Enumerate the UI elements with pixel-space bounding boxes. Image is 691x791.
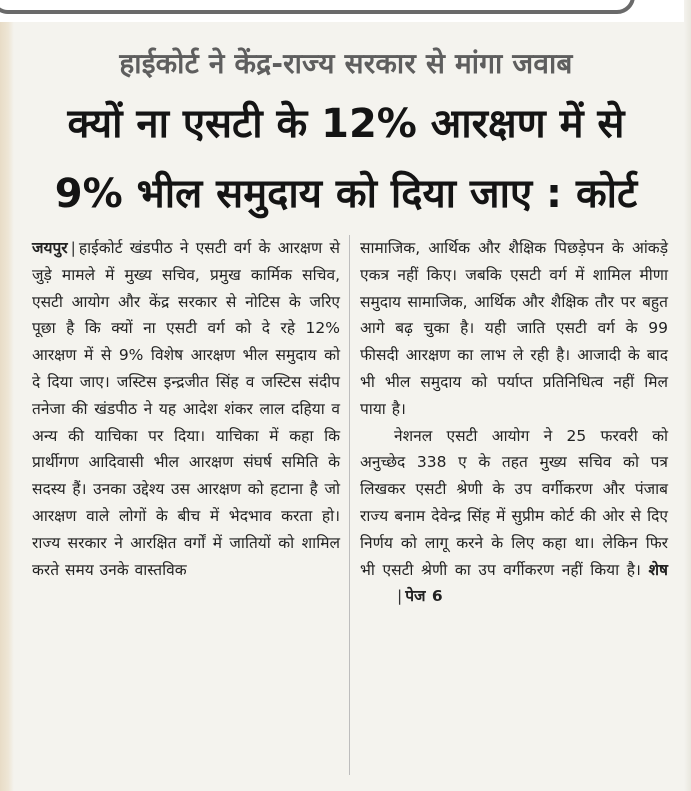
dateline-separator: | bbox=[70, 239, 76, 257]
headline-line-2: 9% भील समुदाय को दिया जाए : कोर्ट bbox=[54, 171, 638, 217]
news-article bbox=[16, 30, 676, 791]
page-right-edge bbox=[684, 0, 691, 791]
left-column-text: हाईकोर्ट खंडपीठ ने एसटी वर्ग के आरक्षण से जुड़े मामले में मुख्य सचिव, प्रमुख कार्मिक सचिव, एसटी आयोग और केंद्र सरकार से नोटिस के जरिए पूछा है कि क्यों ना एसटी वर्ग को दे रहे 12% आरक्षण में से 9% विशेष आरक्षण भील समुदाय को दे दिया जाए। जस्टिस इन्द्रजीत सिंह व जस्टिस संदीप तनेजा की खंडपीठ ने यह आदेश शंकर लाल दहिया व अन्य की याचिका पर दिया। याचिका में कहा कि प्रार्थीगण आदिवासी भील आरक्षण संघर्ष समिति के सदस्य हैं। उनका उद्देश्य उस आरक्षण को हटाना है जो आरक्षण वाले लोगों के बीच में भेदभाव करता हो। राज्य सरकार ने आरक्षित वर्गों में जातियों को शामिल करते समय उनके वास्तविक bbox=[32, 239, 340, 579]
right-column-paragraph-1: सामाजिक, आर्थिक और शैक्षिक पिछड़ेपन के आंकड़े एकत्र नहीं किए। जबकि एसटी वर्ग में शामिल मीणा समुदाय सामाजिक, आर्थिक और शैक्षिक तौर पर बहुत आगे बढ़ चुका है। यही जाति एसटी वर्ग के 99 फीसदी आरक्षण का लाभ ले रही है। आजादी के बाद भी भील समुदाय को पर्याप्त प्रतिनिधित्व नहीं मिल पाया है। bbox=[360, 239, 668, 418]
previous-card-frame bbox=[0, 0, 635, 14]
dateline: जयपुर bbox=[32, 239, 68, 257]
right-column-paragraph-2-text: नेशनल एसटी आयोग ने 25 फरवरी को अनुच्छेद 338 ए के तहत मुख्य सचिव को पत्र लिखकर एसटी श्रेणी के उप वर्गीकरण और पंजाब राज्य बनाम देवेन्द्र सिंह में सुप्रीम कोर्ट की ओर से दिए निर्णय को लागू करने के लिए कहा था। लेकिन फिर भी एसटी श्रेणी का उप वर्गीकरण नहीं किया है। bbox=[360, 426, 668, 579]
column-divider bbox=[349, 235, 350, 775]
page-left-edge bbox=[0, 22, 14, 791]
article-right-column bbox=[360, 235, 668, 780]
continued-separator: | bbox=[397, 587, 403, 606]
left-column-paragraph bbox=[32, 235, 340, 583]
continued-page: पेज 6 bbox=[405, 587, 443, 606]
continued-label: शेष bbox=[648, 560, 668, 579]
headline-line-1: क्यों ना एसटी के 12% आरक्षण में से bbox=[67, 101, 625, 147]
screen-top-strip bbox=[0, 0, 691, 22]
right-column-paragraph-2 bbox=[360, 423, 668, 611]
article-left-column bbox=[32, 235, 340, 780]
article-kicker: हाईकोर्ट ने केंद्र-राज्य सरकार से मांगा जवाब bbox=[119, 47, 573, 80]
